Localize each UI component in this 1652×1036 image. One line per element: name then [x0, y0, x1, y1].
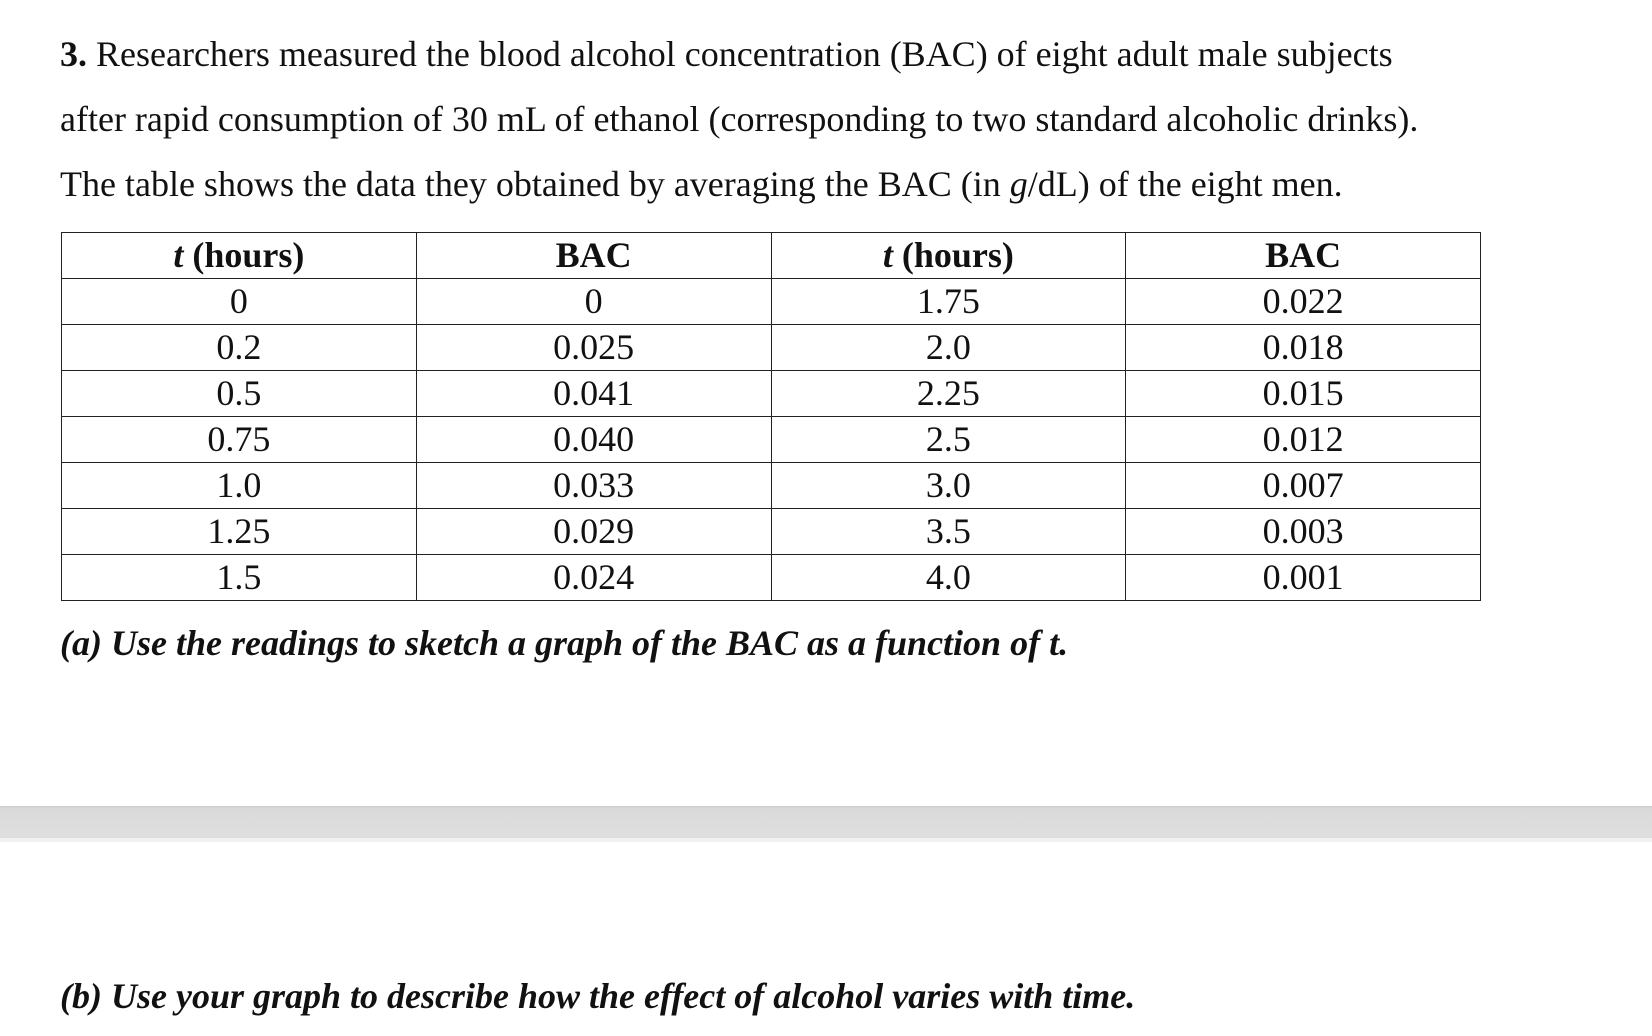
cell-time: 0.75 [62, 417, 417, 463]
problem-statement [60, 22, 1580, 217]
cell-time: 1.25 [62, 509, 417, 555]
cell-bac: 0.033 [416, 463, 771, 509]
header-bac-1-label: BAC [555, 235, 632, 275]
header-time-2 [771, 233, 1126, 279]
unit-g: g [1009, 164, 1028, 204]
cell-bac: 0.029 [416, 509, 771, 555]
cell-bac: 0.041 [416, 371, 771, 417]
table-row [62, 509, 1481, 555]
cell-time: 0.2 [62, 325, 417, 371]
table-row [62, 371, 1481, 417]
cell-bac: 0.040 [416, 417, 771, 463]
cell-time: 2.0 [771, 325, 1126, 371]
cell-bac: 0.012 [1126, 417, 1481, 463]
problem-line-3 [60, 152, 1580, 217]
cell-bac: 0.024 [416, 555, 771, 601]
cell-time: 1.0 [62, 463, 417, 509]
table-header-row [62, 233, 1481, 279]
cell-time: 2.25 [771, 371, 1126, 417]
problem-line-1-text: Researchers measured the blood alcohol concentration (BAC) of eight adult male subjects [87, 34, 1393, 74]
cell-bac: 0 [416, 279, 771, 325]
table-row [62, 325, 1481, 371]
question-b: (b) Use your graph to describe how the effect of alcohol varies with time. [60, 976, 1136, 1016]
header-time-1-var: t [173, 235, 184, 275]
header-time-2-var: t [882, 235, 893, 275]
cell-time: 4.0 [771, 555, 1126, 601]
problem-line-2: after rapid consumption of 30 mL of ethanol (corresponding to two standard alcoholic drinks). [60, 99, 1419, 139]
cell-time: 2.5 [771, 417, 1126, 463]
header-time-1-label: (hours) [183, 235, 305, 275]
header-time-2-label: (hours) [892, 235, 1014, 275]
cell-time: 3.5 [771, 509, 1126, 555]
header-bac-2 [1126, 233, 1481, 279]
cell-bac: 0.022 [1126, 279, 1481, 325]
cell-bac: 0.018 [1126, 325, 1481, 371]
table-row [62, 555, 1481, 601]
cell-time: 0.5 [62, 371, 417, 417]
cell-time: 3.0 [771, 463, 1126, 509]
cell-bac: 0.007 [1126, 463, 1481, 509]
cell-bac: 0.015 [1126, 371, 1481, 417]
header-bac-2-label: BAC [1265, 235, 1342, 275]
header-bac-1 [416, 233, 771, 279]
section-divider [0, 806, 1652, 838]
cell-bac: 0.001 [1126, 555, 1481, 601]
problem-line-3-post: /dL) of the eight men. [1027, 164, 1343, 204]
table-row [62, 417, 1481, 463]
cell-bac: 0.025 [416, 325, 771, 371]
table-row [62, 279, 1481, 325]
cell-time: 1.75 [771, 279, 1126, 325]
cell-bac: 0.003 [1126, 509, 1481, 555]
problem-line-1 [60, 22, 1580, 87]
question-a: (a) Use the readings to sketch a graph of the BAC as a function of t. [60, 623, 1069, 663]
cell-time: 1.5 [62, 555, 417, 601]
bac-data-table [61, 232, 1481, 601]
problem-number: 3. [60, 34, 87, 74]
header-time-1 [62, 233, 417, 279]
problem-line-3-pre: The table shows the data they obtained by averaging the BAC (in [60, 164, 1010, 204]
table-row [62, 463, 1481, 509]
cell-time: 0 [62, 279, 417, 325]
